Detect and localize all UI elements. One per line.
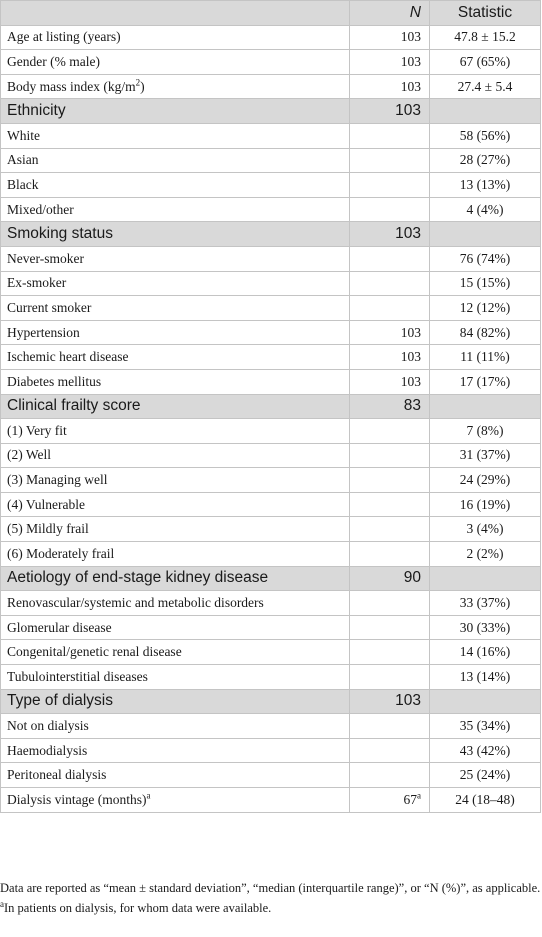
row-label xyxy=(1,640,350,665)
row-label-text: Ischemic heart disease xyxy=(7,349,129,365)
row-n xyxy=(350,689,430,714)
row-statistic: 35 (34%) xyxy=(430,714,541,739)
row-statistic: 58 (56%) xyxy=(430,123,541,148)
row-label-text: (3) Managing well xyxy=(7,472,108,488)
row-statistic: 28 (27%) xyxy=(430,148,541,173)
row-label-text: Age at listing (years) xyxy=(7,29,121,45)
row-n xyxy=(350,222,430,247)
row-n-superscript: a xyxy=(417,790,421,801)
table-row xyxy=(1,197,541,222)
row-label xyxy=(1,246,350,271)
row-n xyxy=(350,148,430,173)
table-header-row xyxy=(1,1,541,26)
table-row xyxy=(1,640,541,665)
row-n xyxy=(350,738,430,763)
table-row xyxy=(1,492,541,517)
row-label-text: White xyxy=(7,127,40,143)
row-statistic xyxy=(430,222,541,247)
table-row xyxy=(1,320,541,345)
row-n xyxy=(350,591,430,616)
row-n xyxy=(350,369,430,394)
row-statistic: 13 (13%) xyxy=(430,173,541,198)
section-header-row xyxy=(1,689,541,714)
row-statistic: 7 (8%) xyxy=(430,419,541,444)
table-row xyxy=(1,615,541,640)
table-row xyxy=(1,74,541,99)
row-statistic: 24 (29%) xyxy=(430,468,541,493)
row-statistic: 31 (37%) xyxy=(430,443,541,468)
row-statistic: 12 (12%) xyxy=(430,296,541,321)
row-statistic: 17 (17%) xyxy=(430,369,541,394)
row-n xyxy=(350,123,430,148)
row-statistic: 16 (19%) xyxy=(430,492,541,517)
row-label-text: Glomerular disease xyxy=(7,619,112,635)
row-n xyxy=(350,246,430,271)
row-statistic: 11 (11%) xyxy=(430,345,541,370)
table-row xyxy=(1,25,541,50)
row-label-text: Black xyxy=(7,176,39,192)
row-n xyxy=(350,271,430,296)
section-label xyxy=(1,689,350,714)
row-statistic: 33 (37%) xyxy=(430,591,541,616)
row-n xyxy=(350,788,430,813)
table-body xyxy=(1,25,541,812)
row-n xyxy=(350,763,430,788)
row-label xyxy=(1,714,350,739)
row-statistic: 84 (82%) xyxy=(430,320,541,345)
row-n-value: 103 xyxy=(400,324,421,340)
section-label xyxy=(1,394,350,419)
row-label-text: Peritoneal dialysis xyxy=(7,767,107,783)
row-label-text: (1) Very fit xyxy=(7,422,67,438)
row-n xyxy=(350,492,430,517)
row-label xyxy=(1,665,350,690)
row-statistic xyxy=(430,689,541,714)
row-statistic: 4 (4%) xyxy=(430,197,541,222)
row-n-value: 83 xyxy=(403,397,421,415)
row-label xyxy=(1,320,350,345)
row-label xyxy=(1,50,350,75)
footnote-a-text: In patients on dialysis, for whom data were available. xyxy=(4,901,272,915)
section-header-row xyxy=(1,99,541,124)
row-n xyxy=(350,74,430,99)
table-row xyxy=(1,50,541,75)
row-statistic: 13 (14%) xyxy=(430,665,541,690)
row-label xyxy=(1,345,350,370)
row-label xyxy=(1,197,350,222)
row-n xyxy=(350,173,430,198)
table-row xyxy=(1,468,541,493)
row-label-text: Dialysis vintage (months) xyxy=(7,791,147,807)
footnote-a-marker: a xyxy=(0,898,4,909)
table-row xyxy=(1,665,541,690)
row-label xyxy=(1,788,350,813)
row-label xyxy=(1,271,350,296)
row-label xyxy=(1,443,350,468)
row-n xyxy=(350,394,430,419)
row-label-text: (6) Moderately frail xyxy=(7,545,115,561)
table-row xyxy=(1,173,541,198)
row-statistic: 43 (42%) xyxy=(430,738,541,763)
row-label-text: Hypertension xyxy=(7,324,80,340)
row-label-text: Haemodialysis xyxy=(7,742,88,758)
row-label-text: Ex-smoker xyxy=(7,275,67,291)
row-label-text: Mixed/other xyxy=(7,201,74,217)
row-label xyxy=(1,591,350,616)
table-row xyxy=(1,271,541,296)
row-n-value: 103 xyxy=(395,225,421,243)
row-statistic: 14 (16%) xyxy=(430,640,541,665)
row-label-text: Not on dialysis xyxy=(7,718,89,734)
row-n xyxy=(350,345,430,370)
row-n-value: 103 xyxy=(400,29,421,45)
row-n xyxy=(350,419,430,444)
row-statistic: 76 (74%) xyxy=(430,246,541,271)
table-row xyxy=(1,763,541,788)
row-n-value: 103 xyxy=(400,349,421,365)
row-n xyxy=(350,296,430,321)
row-label xyxy=(1,615,350,640)
row-label xyxy=(1,517,350,542)
row-n-value: 90 xyxy=(403,569,421,587)
row-label-text: Clinical frailty score xyxy=(7,397,141,415)
row-n-value: 103 xyxy=(400,373,421,389)
table-row xyxy=(1,123,541,148)
row-statistic: 25 (24%) xyxy=(430,763,541,788)
row-label xyxy=(1,419,350,444)
footnote-a xyxy=(0,900,542,916)
row-label-text: (2) Well xyxy=(7,447,52,463)
row-statistic xyxy=(430,99,541,124)
row-label xyxy=(1,25,350,50)
row-statistic: 3 (4%) xyxy=(430,517,541,542)
row-label-text: Ethnicity xyxy=(7,102,66,120)
row-label xyxy=(1,542,350,567)
table-row xyxy=(1,542,541,567)
row-n xyxy=(350,665,430,690)
row-n xyxy=(350,542,430,567)
row-label-text: Aetiology of end-stage kidney disease xyxy=(7,569,269,587)
row-n xyxy=(350,517,430,542)
row-label-text: Asian xyxy=(7,152,39,168)
row-label xyxy=(1,763,350,788)
row-n-value: 103 xyxy=(395,102,421,120)
row-n-value: 103 xyxy=(400,53,421,69)
section-header-row xyxy=(1,394,541,419)
table-row xyxy=(1,148,541,173)
table-row xyxy=(1,296,541,321)
footnote-data-reporting: Data are reported as “mean ± standard deviation”, “median (interquartile range)”, or “N (%)”, as applicable. xyxy=(0,881,541,895)
row-statistic: 47.8 ± 15.2 xyxy=(430,25,541,50)
row-statistic: 24 (18–48) xyxy=(430,788,541,813)
header-statistic: Statistic xyxy=(430,1,541,26)
row-label-text: Never-smoker xyxy=(7,250,84,266)
row-statistic: 27.4 ± 5.4 xyxy=(430,74,541,99)
row-label-text: Current smoker xyxy=(7,299,92,315)
row-label-superscript: a xyxy=(146,790,151,801)
row-n xyxy=(350,566,430,591)
row-label-text: Tubulointerstitial diseases xyxy=(7,668,148,684)
row-n xyxy=(350,25,430,50)
header-label-cell xyxy=(1,1,350,26)
section-label xyxy=(1,99,350,124)
section-label xyxy=(1,222,350,247)
table-row xyxy=(1,345,541,370)
row-label xyxy=(1,148,350,173)
table-row xyxy=(1,738,541,763)
row-statistic: 30 (33%) xyxy=(430,615,541,640)
row-label xyxy=(1,492,350,517)
table-row xyxy=(1,246,541,271)
row-label-text: Renovascular/systemic and metabolic disorders xyxy=(7,595,264,611)
row-n-value: 103 xyxy=(395,692,421,710)
row-n xyxy=(350,320,430,345)
section-header-row xyxy=(1,222,541,247)
row-label-superscript: 2 xyxy=(135,77,141,88)
row-label-text: Congenital/genetic renal disease xyxy=(7,644,182,660)
row-n-value: 103 xyxy=(400,78,421,94)
table-row xyxy=(1,591,541,616)
row-n xyxy=(350,197,430,222)
row-n xyxy=(350,443,430,468)
row-label-text: (5) Mildly frail xyxy=(7,521,89,537)
row-statistic: 67 (65%) xyxy=(430,50,541,75)
section-label xyxy=(1,566,350,591)
row-statistic xyxy=(430,566,541,591)
table-footnotes xyxy=(0,880,542,920)
row-label-text: (4) Vulnerable xyxy=(7,496,86,512)
table-row xyxy=(1,714,541,739)
row-label xyxy=(1,738,350,763)
row-label xyxy=(1,468,350,493)
row-label-suffix: ) xyxy=(140,78,145,94)
row-label xyxy=(1,74,350,99)
table-row xyxy=(1,517,541,542)
row-label-text: Gender (% male) xyxy=(7,53,100,69)
row-label xyxy=(1,123,350,148)
row-statistic: 15 (15%) xyxy=(430,271,541,296)
header-n: N xyxy=(350,1,430,26)
table-row xyxy=(1,443,541,468)
row-n xyxy=(350,468,430,493)
table-row xyxy=(1,369,541,394)
row-n xyxy=(350,50,430,75)
row-label xyxy=(1,173,350,198)
row-n xyxy=(350,615,430,640)
row-n xyxy=(350,714,430,739)
table-row xyxy=(1,788,541,813)
row-n xyxy=(350,640,430,665)
row-label-text: Type of dialysis xyxy=(7,692,113,710)
section-header-row xyxy=(1,566,541,591)
row-label xyxy=(1,369,350,394)
table-row xyxy=(1,419,541,444)
row-label-text: Smoking status xyxy=(7,225,113,243)
row-n-value: 67 xyxy=(403,791,417,807)
row-label xyxy=(1,296,350,321)
row-label-text: Body mass index (kg/m xyxy=(7,78,136,94)
row-label-text: Diabetes mellitus xyxy=(7,373,102,389)
row-statistic: 2 (2%) xyxy=(430,542,541,567)
row-n xyxy=(350,99,430,124)
row-statistic xyxy=(430,394,541,419)
